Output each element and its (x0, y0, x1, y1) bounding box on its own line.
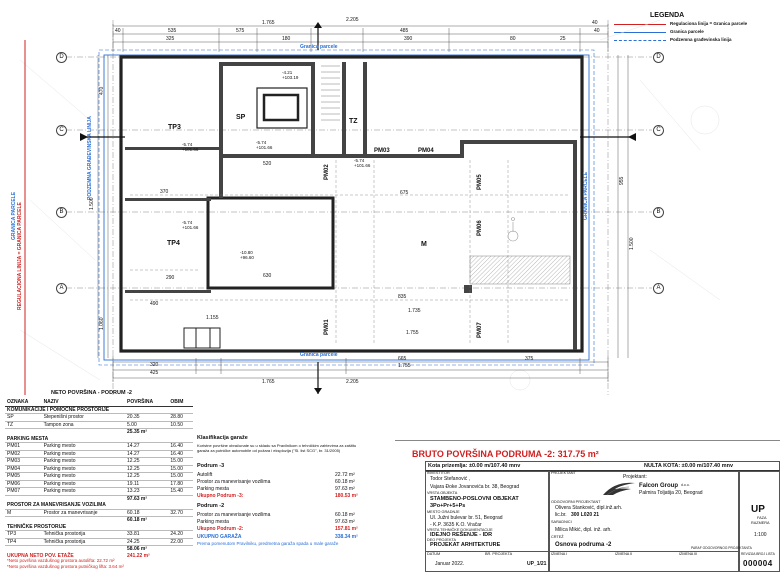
room-sp: SP (236, 114, 246, 121)
dim-int-1155: 1.155 (206, 315, 219, 321)
izmene-cell (549, 551, 739, 572)
parcel-boundary (104, 55, 589, 360)
crtez: Osnova podruma -2 (555, 542, 612, 548)
granica-top-label: Granica parcele (300, 44, 338, 50)
parking-pm03: PM03 (374, 148, 390, 154)
neto-note-2: *Neto površina vazdušnog prostora putničkog lifta: 3.64 m² (7, 564, 124, 569)
grid-bubble-a-right: A (653, 283, 664, 294)
spratnost: 3Po+Pr+5+Ps (430, 503, 466, 509)
neto-section-4: TEHNIČKE PROSTORIJE (5, 524, 193, 531)
grid-bubble-c-left: C (56, 125, 67, 136)
garage-block-2-total-label: Ukupno Podrum -2: (197, 526, 244, 532)
dim-bot-665: 665 (398, 356, 407, 362)
parking-pm02: PM02 (324, 164, 330, 180)
dim-int-675: 675 (400, 190, 409, 196)
room-tp3: TP3 (168, 124, 181, 131)
mesto-gradnje-2: - K.P. 3635 K.O. Vračar (430, 522, 482, 528)
neto-section-3-total: 60.18 m² (127, 517, 148, 523)
wheelchair-icon (508, 218, 518, 242)
dim-top-j: 25 (560, 36, 566, 42)
neto-header-naziv: NAZIV (42, 399, 125, 406)
neto-note-1: *Neto površina vazdušnog prostora autolifta: 22.72 m² (7, 558, 115, 563)
garage-row-label: Autolift (197, 472, 213, 478)
mesto-gradnje-label: MESTO GRADNJE (427, 510, 460, 514)
grid-bubble-d-right: D (653, 52, 664, 63)
table-row: PM04 Parking mesto 12.25 15.00 (5, 465, 193, 473)
izmena-2: IZMENA II (615, 552, 633, 556)
licenca-broj: 300 L020 21 (571, 512, 600, 518)
company-name: Falcon Group (639, 483, 678, 489)
br-projekta: UP_1/21 (527, 561, 547, 567)
table-row: PM03 Parking mesto 12.25 15.00 (5, 458, 193, 466)
dim-top-b: 535 (168, 28, 177, 34)
dim-right-2: 1.500 (629, 237, 635, 250)
bruto-title: BRUTO POVRŠINA PODRUMA -2: 317.75 m² (412, 449, 599, 459)
parking-pm07: PM07 (477, 322, 483, 338)
garage-row-value: 60.18 m² (335, 512, 355, 518)
background-site-lines (17, 17, 720, 390)
garage-classification (195, 436, 365, 571)
garage-title: Klasifikacija garaže (197, 435, 248, 441)
garage-block-2-title: Podrum -2 (197, 503, 225, 509)
dim-top-total-2: 2.205 (346, 17, 359, 23)
garage-note: Koristne površine obračunate su u skladu sa Pravilnikom o tehničkim zahtevima za zaštitu garaža za putničke automobile od požara i eksplozija ("Sl. list SCG", br. 31/2005) (197, 443, 357, 453)
room-m: M (421, 241, 427, 248)
dim-top-i: 80 (510, 36, 516, 42)
neto-section-2-total: 97.63 m² (127, 495, 148, 502)
parking-stall-lines (130, 160, 570, 345)
faza-label: FAZA (757, 516, 767, 520)
table-row: PM01 Parking mesto 14.27 16.40 (5, 443, 193, 451)
table-row: PM07 Parking mesto 13.23 15.40 (5, 488, 193, 496)
dim-left-2: 1.500 (89, 197, 95, 210)
investitor-name: Todor Stefanović , (430, 476, 471, 482)
level-tp3: -5.74 +101.66 (182, 142, 199, 152)
garage-grand-label: UKUPNO GARAŽA (197, 534, 242, 540)
neto-section-4-total: 58.06 m² (127, 546, 148, 552)
dim-top-c: 575 (236, 28, 245, 34)
falcon-logo-icon (601, 479, 637, 499)
title-block (425, 461, 780, 573)
razmera-label: RAZMERA (751, 521, 770, 525)
garage-grand-total: 338.34 m² (335, 534, 358, 540)
dim-bot-320: 320 (150, 362, 159, 368)
dim-bot-425: 425 (150, 370, 159, 376)
neto-header-povrsina: POVRŠINA (125, 399, 168, 406)
garage-block-1-title: Podrum -3 (197, 463, 225, 469)
izmena-3: IZMENA III (679, 552, 698, 556)
garage-row-label: Parking mesta (197, 486, 229, 492)
grid-bubble-b-left: B (56, 207, 67, 218)
garage-row-value: 22.72 m² (335, 472, 355, 478)
room-tz: TZ (349, 118, 358, 125)
garage-block-1-total-label: Ukupno Podrum -3: (197, 493, 244, 499)
dim-int-490: 490 (150, 301, 159, 307)
table-row: TZ Tampon zona 5.00 10.50 (5, 421, 193, 429)
neto-grand-total: 241.22 m² (127, 552, 150, 559)
deo-projekta: PROJEKAT ARHITEKTURE (430, 542, 501, 548)
legend-label-podzemna: Podzemna građevinska linija (670, 37, 732, 42)
granica-bottom-label: Granica parcele (300, 352, 338, 358)
level-pm: -5.74 +101.66 (354, 158, 371, 168)
granica-right-label: GRANICA PARCELE (583, 171, 589, 220)
mesto-gradnje-1: Ul. Južni bulevar br. 51, Beograd (430, 515, 503, 521)
projektant-label: PROJEKTANT (551, 471, 576, 475)
neto-section-1-total: 25.35 m² (127, 429, 148, 435)
revizija-label: REVIZIJA BROJ LISTA (741, 552, 775, 556)
section-arrow-bottom (314, 388, 322, 394)
garage-row-value: 60.18 m² (335, 479, 355, 485)
dim-left-1: 470 (99, 86, 105, 95)
garage-row-label: Prostor za manevrisanje vozilima (197, 479, 271, 485)
odgovorni-label: ODGOVORNI PROJEKTANT (551, 500, 601, 504)
legend-label-granica: Granica parcele (670, 29, 704, 34)
parking-pm04: PM04 (418, 148, 434, 154)
garage-block-2-total: 157.81 m² (335, 526, 358, 532)
paraf-label: PARAF ODGOVORNOG PROJEKTANTA (691, 546, 752, 550)
section-arrow-top (314, 22, 322, 28)
deo-projekta-label: DEO PROJEKTA (427, 538, 457, 542)
dim-top-d: 485 (400, 28, 409, 34)
vrsta-dokumentacije-label: VRSTA TEHNIČKE DOKUMENTACIJE (427, 528, 493, 532)
level-tp4: -5.74 +101.66 (182, 220, 199, 230)
dim-bot-2205: 2.205 (346, 379, 359, 385)
dim-int-370: 370 (160, 189, 169, 195)
nulta-kota: NULTA KOTA: ±0.00 m/107.40 mnv (644, 463, 734, 469)
stairs (321, 66, 340, 120)
parking-pm01: PM01 (324, 319, 330, 335)
investitor-label: INVESTITOR (427, 471, 450, 475)
vrsta-objekta: STAMBENO-POSLOVNI OBJEKAT (430, 496, 519, 502)
parking-pm06: PM06 (477, 220, 483, 236)
grid-bubble-a-left: A (56, 283, 67, 294)
ramp-hatch (470, 256, 570, 284)
neto-grand-label: UKUPNA NETO POV. ETAŽE (7, 552, 74, 559)
table-row: TP3 Tehnička prostorija 33.81 24.20 (5, 531, 193, 539)
underground-line (99, 50, 594, 365)
table-row: M Prostor za manevrisanje 60.18 32.70 (5, 509, 193, 517)
neto-header-obim: OBIM (168, 399, 193, 406)
garage-block-1-total: 180.53 m² (335, 493, 358, 499)
dim-top-a: 40 (115, 28, 121, 34)
neto-section-1: KOMUNIKACIJE I POMOĆNE PROSTORIJE (5, 406, 193, 414)
section-markers (80, 28, 636, 394)
legend-label-regulaciona: Regulaciona linija = Granica parcele (670, 21, 748, 26)
dim-int-630: 630 (263, 273, 272, 279)
izmena-1: IZMENA I (551, 552, 568, 556)
level-island: -10.80 +96.60 (240, 250, 254, 260)
neto-table (5, 391, 193, 571)
bruto-divider (395, 440, 780, 441)
neto-header-oznaka: OZNAKA (5, 399, 42, 406)
table-row: PM05 Parking mesto 12.25 15.00 (5, 473, 193, 481)
dim-int-520: 520 (263, 161, 272, 167)
company-address: Palmira Toljatija 20, Beograd (639, 490, 703, 496)
garage-row-value: 97.63 m² (335, 486, 355, 492)
podzemna-left-label: PODZEMNA GRAĐEVINSKA LINIJA (87, 116, 93, 200)
dim-top-40: 40 (592, 20, 598, 26)
odgovorni-projektant: Olivera Stanković, dipl.inž.arh. (555, 505, 623, 511)
dim-top-h: 390 (404, 36, 413, 42)
dim-bot-1765: 1.765 (262, 379, 275, 385)
crtez-label: CRTEŽ (551, 535, 564, 539)
faza-code: UP (751, 504, 765, 515)
legend-title: LEGENDA (650, 12, 685, 19)
garage-row-value: 97.63 m² (335, 519, 355, 525)
company-suffix: d.o.o. (681, 483, 690, 487)
grid-bubble-b-right: B (653, 207, 664, 218)
garage-row-label: Prostor za manevrisanje vozilima (197, 512, 271, 518)
garage-footer: Prema pomenutom Pravilniku, predmetna garaža spada u male garaže (197, 541, 339, 546)
dim-top-f: 325 (166, 36, 175, 42)
saradnici-label: SARADNICI (551, 520, 572, 524)
dim-int-835: 835 (398, 294, 407, 300)
list-broj: 000004 (743, 559, 773, 568)
walls (121, 57, 582, 351)
room-tp4: TP4 (167, 240, 180, 247)
saradnici: Milica Mikić, dipl. inž. arh. (555, 527, 612, 533)
dim-top-total-1: 1.765 (262, 20, 275, 26)
level-corridor: -5.74 +101.66 (256, 140, 273, 150)
investitor-address: Vajara Đoke Jovanovića br. 38, Beograd (430, 484, 520, 490)
garage-row-label: Parking mesta (197, 519, 229, 525)
dim-bot-375: 375 (525, 356, 534, 362)
section-arrow-right (628, 133, 636, 141)
datum: Januar 2022. (435, 561, 465, 567)
granica-left-label: GRANICA PARCELE (11, 191, 17, 240)
licenca-label: lic.br. (555, 512, 567, 518)
br-projekta-label: BR. PROJEKTA (485, 552, 513, 556)
vrsta-objekta-label: VRSTA OBJEKTA (427, 491, 458, 495)
dim-int-1735: 1.735 (408, 308, 421, 314)
dim-top-e: 40 (594, 28, 600, 34)
table-row: PM02 Parking mesto 14.27 16.40 (5, 450, 193, 458)
level-sp: -4.21 +103.19 (282, 70, 299, 80)
datum-label: DATUM (427, 552, 441, 556)
vrsta-dokumentacije: IDEJNO REŠENJE - IDR (430, 532, 493, 538)
kota-row (425, 461, 780, 471)
dim-int-290: 290 (166, 275, 175, 281)
grid-axes (66, 17, 652, 395)
top-dimension-lines (113, 24, 608, 52)
neto-title: NETO POVRŠINA - PODRUM -2 (51, 390, 132, 396)
regulaciona-left-label: REGULACIONA LINIJA = GRANICA PARCELE (17, 202, 23, 310)
dim-left-3: 1.060 (99, 317, 105, 330)
dim-int-1755: 1.755 (406, 330, 419, 336)
grid-bubble-d-left: D (56, 52, 67, 63)
table-row: TP4 Tehnička prostorija 24.25 22.00 (5, 538, 193, 546)
projektant-sub: Projektant: (623, 474, 647, 480)
neto-section-2: PARKING MESTA (5, 436, 193, 443)
razmera: 1:100 (754, 532, 767, 538)
grid-bubble-c-right: C (653, 125, 664, 136)
table-row: PM06 Parking mesto 19.11 17.80 (5, 480, 193, 488)
dim-right-1: 955 (619, 176, 625, 185)
dim-top-g: 180 (282, 36, 291, 42)
parking-pm05: PM05 (477, 174, 483, 190)
dim-bot-1755: 1.755 (398, 363, 411, 369)
kota-prizemlja: Kota prizemlja: ±0.00 m/107.40 mnv (428, 463, 521, 469)
table-row: SP Stepenišni prostor 20.35 28.80 (5, 414, 193, 422)
neto-section-3: PROSTOR ZA MANEVRISANJE VOZILIMA (5, 502, 193, 509)
